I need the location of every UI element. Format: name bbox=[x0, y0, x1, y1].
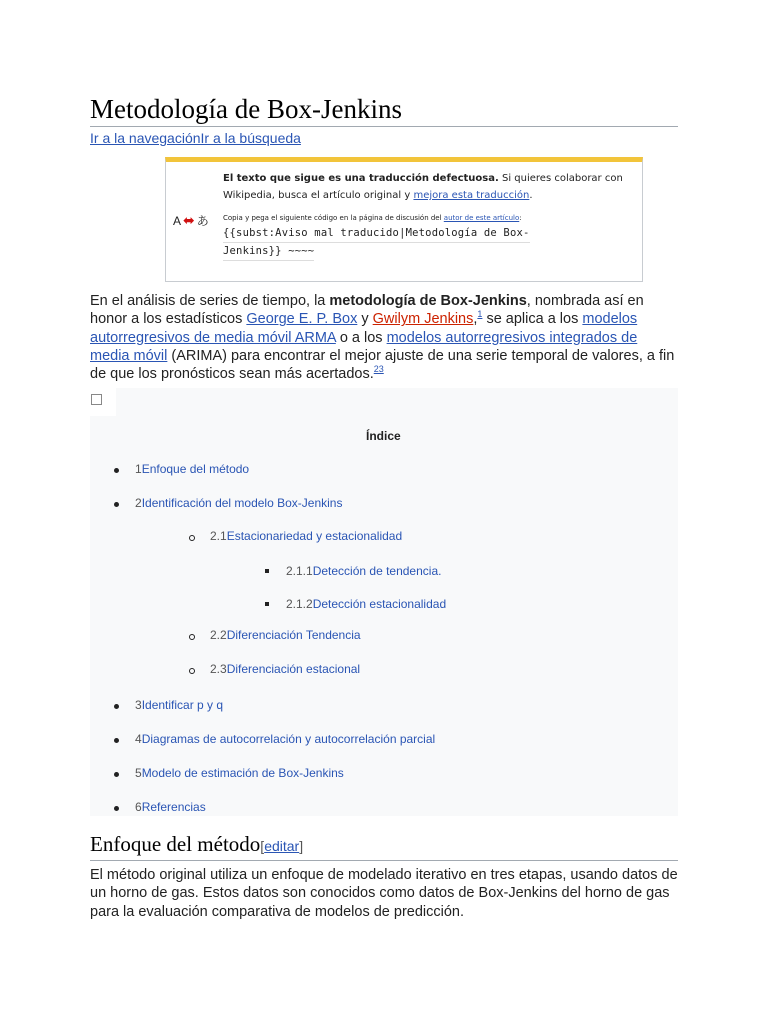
toc-item-2-1-1[interactable]: 2.1.1 Detección de tendencia. bbox=[286, 564, 442, 578]
translation-icon: A ⬌ あ bbox=[173, 212, 209, 228]
gwilym-jenkins-link[interactable]: Gwilym Jenkins bbox=[372, 311, 474, 328]
toc-bullet bbox=[189, 535, 195, 541]
toc-bullet bbox=[265, 569, 269, 573]
toc-bullet bbox=[114, 502, 119, 507]
section-heading-enfoque: Enfoque del método[editar] bbox=[90, 831, 678, 861]
toc-item-3[interactable]: 3 Identificar p y q bbox=[135, 698, 224, 712]
toc-bullet bbox=[114, 704, 119, 709]
jump-to-search-link[interactable]: Ir a la búsqueda bbox=[200, 130, 301, 146]
template-code-line-1[interactable]: {{subst:Aviso mal traducido|Metodología de Box- bbox=[223, 225, 530, 243]
toc-bullet bbox=[114, 806, 119, 811]
toc-title: Índice bbox=[366, 429, 401, 443]
jump-links bbox=[90, 130, 301, 146]
toc-item-6[interactable]: 6 Referencias bbox=[135, 800, 206, 814]
notice-bold: El texto que sigue es una traducción defectuosa. bbox=[223, 173, 499, 184]
section-paragraph: El método original utiliza un enfoque de modelado iterativo en tres etapas, usando datos de un horno de gas. Estos datos son conocidos como datos de Box-Jenkins del horno de gas para la evaluación comparativa de modelos de predicción. bbox=[90, 867, 678, 920]
toc-toggle-checkbox[interactable] bbox=[91, 394, 102, 405]
toc-bullet bbox=[189, 668, 195, 674]
toc-item-2-3[interactable]: 2.3 Diferenciación estacional bbox=[210, 662, 361, 676]
toc-bullet bbox=[265, 602, 269, 606]
template-code-line-2[interactable]: Jenkins}} ~~~~ bbox=[223, 243, 314, 261]
intro-paragraph: En el análisis de series de tiempo, la metodología de Box-Jenkins, nombrada así en honor a los estadísticos George E. P. Box y Gwilym Jenkins,$^1$ se aplica a los modelos autorregresivos de media móvil ARMA o a los modelos autorregresivos integrados de media móvil (ARIMA) para encontrar el mejor ajuste de una serie temporal de valores, a fin de que los pronósticos sean más acertados.$^{23}$ bbox=[90, 293, 675, 383]
reference-1-link[interactable]: 1 bbox=[477, 309, 483, 320]
toc-item-2-2[interactable]: 2.2 Diferenciación Tendencia bbox=[210, 628, 361, 642]
jump-to-navigation-link[interactable]: Ir a la navegación bbox=[90, 130, 201, 146]
improve-translation-link[interactable]: mejora esta traducción bbox=[413, 190, 530, 201]
toc-item-5[interactable]: 5 Modelo de estimación de Box-Jenkins bbox=[135, 766, 344, 780]
edit-section-link[interactable]: editar bbox=[264, 838, 300, 854]
toc-item-4[interactable]: 4 Diagramas de autocorrelación y autocorrelación parcial bbox=[135, 732, 436, 746]
toc-item-2-1-2[interactable]: 2.1.2 Detección estacionalidad bbox=[286, 597, 447, 611]
notice-text: El texto que sigue es una traducción defectuosa. Si quieres colaborar con Wikipedia, busca el artículo original y mejora esta traducción. Copia y pega el siguiente código en la página de discusión del autor de este artículo: {{subst:Aviso mal traducido|Metodología de Box- Jenkins}} ~~~~ bbox=[223, 170, 638, 261]
double-arrow-icon: ⬌ bbox=[183, 212, 195, 228]
reference-2-3-link[interactable]: 23 bbox=[373, 364, 384, 375]
translation-notice bbox=[165, 157, 643, 282]
arma-link[interactable]: modelos autorregresivos de media móvil ARMA bbox=[90, 311, 638, 346]
toc-item-1[interactable]: 1 Enfoque del método bbox=[135, 462, 250, 476]
toc-item-2[interactable]: 2 Identificación del modelo Box-Jenkins bbox=[135, 496, 343, 510]
george-box-link[interactable]: George E. P. Box bbox=[246, 311, 358, 328]
edit-section: [editar] bbox=[260, 838, 304, 854]
toc-item-2-1[interactable]: 2.1 Estacionariedad y estacionalidad bbox=[210, 529, 403, 543]
notice-instructions: Copia y pega el siguiente código en la página de discusión del autor de este artículo: {{subst:Aviso mal traducido|Metodología de Box- Jenkins}} ~~~~ bbox=[223, 212, 638, 261]
toc-bullet bbox=[114, 468, 119, 473]
toc-bullet bbox=[189, 634, 195, 640]
toc-bullet bbox=[114, 772, 119, 777]
page-title: Metodología de Box-Jenkins bbox=[90, 92, 678, 127]
article-author-link[interactable]: autor de este artículo bbox=[443, 214, 520, 222]
toc-bullet bbox=[114, 738, 119, 743]
arima-link[interactable]: modelos autorregresivos integrados de media móvil bbox=[90, 329, 638, 364]
